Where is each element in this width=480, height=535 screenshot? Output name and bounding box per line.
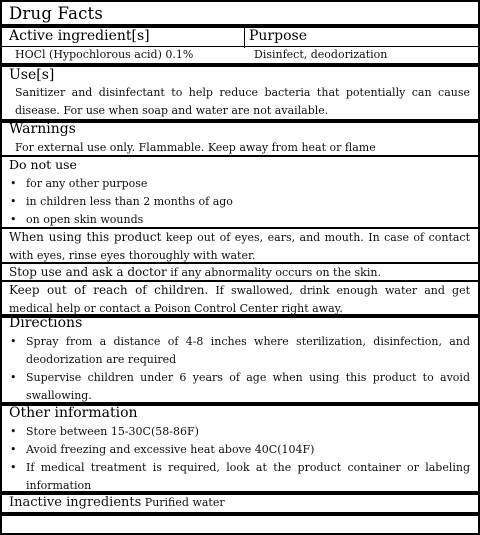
bullet-icon: • [10, 461, 17, 474]
bullet-icon: • [10, 425, 17, 438]
uses-text: Sanitizer and disinfectant to help reduce bacteria that potentially can cause disease. For use when soap and water are not available. [15, 86, 470, 117]
purpose-value: Disinfect, deodorization [254, 48, 388, 61]
warnings-text: For external use only. Flammable. Keep away from heat or flame [15, 141, 376, 154]
keep-out-text: If swallowed, drink enough water and get medical help or contact a Poison Control Center right away. [9, 284, 471, 315]
list-item: • Supervise children under 6 years of age when using this product to avoid swallowing. [10, 371, 470, 402]
list-item: • Spray from a distance of 4-8 inches where sterilization, disinfection, and deodorization are required [10, 335, 470, 366]
keep-out-section [9, 281, 470, 318]
inactive-ingredients-section [9, 494, 470, 512]
drug-facts-title: Drug Facts [9, 4, 104, 23]
when-using-section [9, 228, 470, 265]
do-not-use-list [9, 175, 470, 229]
when-using-heading: When using this product [9, 230, 162, 244]
divider [2, 63, 478, 67]
list-item: • for any other purpose [9, 175, 470, 193]
stop-use-text: if any abnormality occurs on the skin. [170, 266, 381, 279]
list-item: • If medical treatment is required, look at the product container or labeling information [10, 461, 470, 492]
divider [2, 512, 478, 516]
list-item: • on open skin wounds [9, 211, 470, 229]
directions-heading: Directions [9, 315, 83, 331]
inactive-ingredients-heading: Inactive ingredients [9, 495, 142, 510]
uses-heading: Use[s] [9, 67, 55, 83]
bullet-icon: • [10, 213, 17, 226]
other-information-list [9, 423, 470, 495]
active-ingredient-heading: Active ingredient[s] [9, 28, 150, 44]
do-not-use-heading: Do not use [9, 157, 77, 172]
drug-facts-panel [2, 2, 478, 533]
list-item: • Store between 15-30C(58-86F) [9, 423, 470, 441]
bullet-icon: • [10, 371, 17, 384]
other-information-heading: Other information [9, 405, 138, 421]
bullet-icon: • [10, 195, 17, 208]
list-item: • in children less than 2 months of ago [9, 193, 470, 211]
keep-out-heading: Keep out of reach of children. [9, 283, 209, 297]
bullet-icon: • [10, 177, 17, 190]
inactive-ingredients-value: Purified water [144, 496, 225, 509]
stop-use-heading: Stop use and ask a doctor [9, 265, 167, 279]
purpose-heading: Purpose [249, 28, 307, 44]
directions-list [9, 333, 470, 405]
bullet-icon: • [10, 443, 17, 456]
warnings-heading: Warnings [9, 121, 76, 137]
column-divider [244, 28, 245, 48]
bullet-icon: • [10, 335, 17, 348]
when-using-text: keep out of eyes, ears, and mouth. In case of contact with eyes, rinse eyes thoroughly with water. [9, 231, 471, 262]
active-ingredient-value: HOCl (Hypochlorous acid) 0.1% [15, 48, 194, 61]
list-item: • Avoid freezing and excessive heat above 40C(104F) [9, 441, 470, 459]
